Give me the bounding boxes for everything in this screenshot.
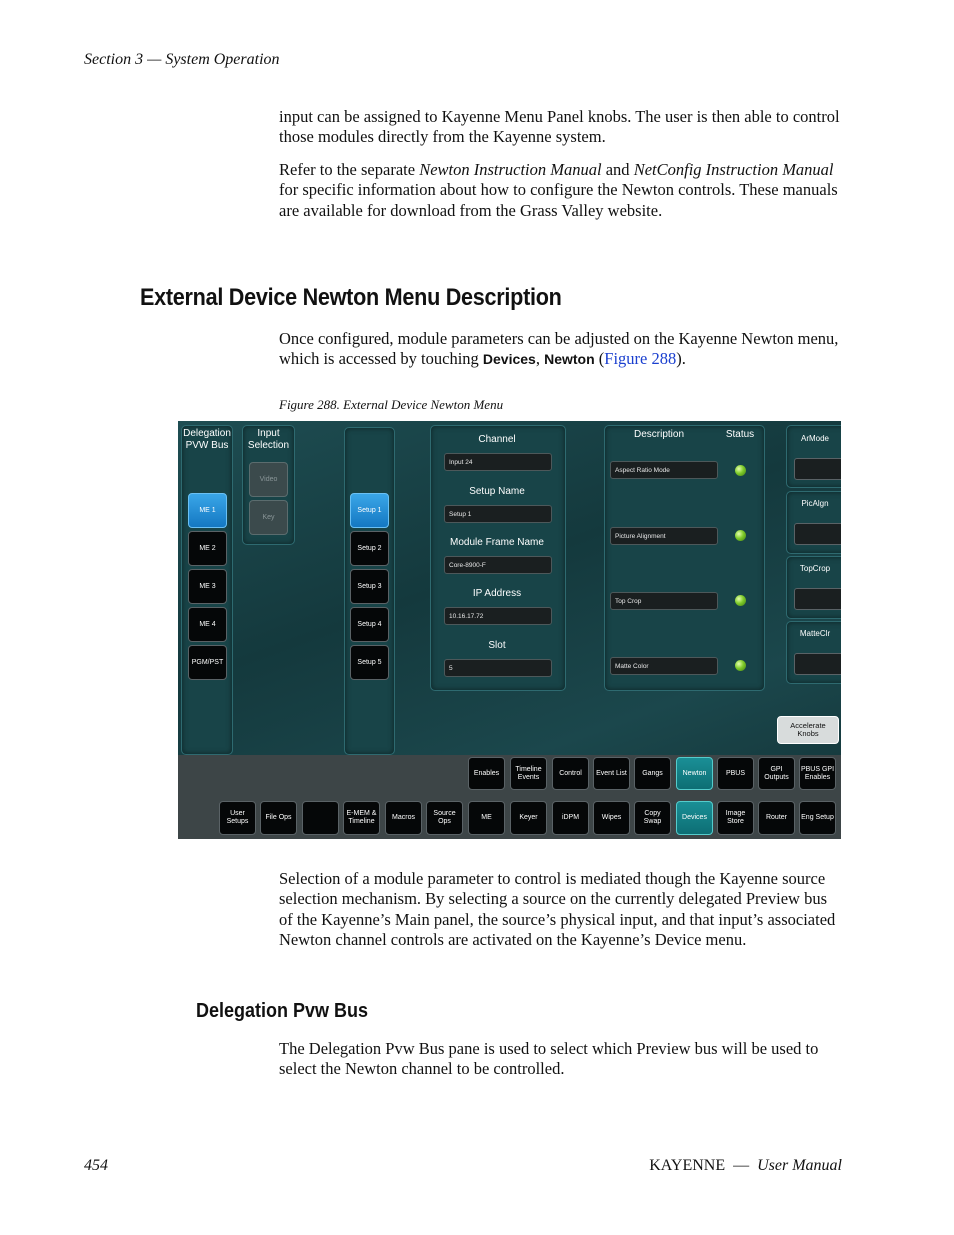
- section-paragraph: Once configured, module parameters can be adjusted on the Kayenne Newton menu, which is accessed by touching Devices, Newton (Figure 288).: [279, 329, 839, 369]
- knob-picalgn-value: [794, 523, 841, 545]
- input-selection-title-1: Input: [257, 428, 280, 439]
- status-led-icon: [735, 530, 746, 541]
- delegation-title-1: Delegation: [183, 428, 231, 439]
- slot-field: 5: [444, 659, 552, 677]
- delegation-title-2: PVW Bus: [185, 440, 229, 451]
- gangs-tab[interactable]: Gangs: [634, 757, 671, 790]
- key-button[interactable]: Key: [249, 500, 288, 535]
- intro-paragraph-2: Refer to the separate Newton Instruction Manual and NetConfig Instruction Manual for specific information about how to configure the Newton controls. These manuals are available for download from the Grass Valley website.: [279, 160, 838, 220]
- emem-timeline-button[interactable]: E-MEM & Timeline: [343, 801, 380, 835]
- figure-caption: Figure 288. External Device Newton Menu: [279, 397, 504, 412]
- setup-3-button[interactable]: Setup 3: [350, 569, 389, 604]
- file-ops-button[interactable]: File Ops: [260, 801, 297, 835]
- param-picture-alignment[interactable]: Picture Alignment: [610, 527, 718, 545]
- me-button[interactable]: ME: [468, 801, 505, 835]
- netconfig-manual-title: NetConfig Instruction Manual: [633, 160, 834, 179]
- page-number: 454: [84, 1157, 108, 1174]
- image-store-button[interactable]: Image Store: [717, 801, 754, 835]
- me1-button[interactable]: ME 1: [188, 493, 227, 528]
- blank-button[interactable]: [302, 801, 339, 835]
- newton-keyword: Newton: [544, 351, 595, 368]
- wipes-button[interactable]: Wipes: [593, 801, 630, 835]
- param-top-crop[interactable]: Top Crop: [610, 592, 718, 610]
- timeline-events-tab[interactable]: Timeline Events: [510, 757, 547, 790]
- me3-button[interactable]: ME 3: [188, 569, 227, 604]
- gpi-outputs-tab[interactable]: GPI Outputs: [758, 757, 795, 790]
- event-list-tab[interactable]: Event List: [593, 757, 630, 790]
- pgm-pst-button[interactable]: PGM/PST: [188, 645, 227, 680]
- figure-link[interactable]: Figure 288: [604, 349, 677, 369]
- setup-2-button[interactable]: Setup 2: [350, 531, 389, 566]
- setup-name-label: Setup Name: [469, 486, 525, 497]
- source-ops-button[interactable]: Source Ops: [426, 801, 463, 835]
- knob-topcrop-value: [794, 588, 841, 610]
- module-frame-name-field: Core-8900-F: [444, 556, 552, 574]
- subsection-heading: Delegation Pvw Bus: [196, 1000, 369, 1022]
- knob-matteclr-value: [794, 653, 841, 675]
- setup-1-button[interactable]: Setup 1: [350, 493, 389, 528]
- knob-matteclr-label: MatteClr: [799, 629, 831, 638]
- me4-button[interactable]: ME 4: [188, 607, 227, 642]
- description-header: Description: [633, 429, 685, 440]
- accelerate-knobs-button[interactable]: Accelerate Knobs: [777, 716, 839, 744]
- devices-button[interactable]: Devices: [676, 801, 713, 835]
- running-header: Section 3 — System Operation: [84, 51, 280, 68]
- param-aspect-ratio-mode[interactable]: Aspect Ratio Mode: [610, 461, 718, 479]
- video-button[interactable]: Video: [249, 462, 288, 497]
- router-button[interactable]: Router: [758, 801, 795, 835]
- intro-paragraph-1: input can be assigned to Kayenne Menu Panel knobs. The user is then able to control those modules directly from the Kayenne system.: [279, 107, 840, 147]
- knob-armode-label: ArMode: [800, 434, 829, 443]
- copy-swap-button[interactable]: Copy Swap: [634, 801, 671, 835]
- devices-keyword: Devices: [482, 351, 536, 368]
- body-paragraph: Selection of a module parameter to control is mediated though the Kayenne source selection mechanism. By selecting a source on the currently delegated Preview bus of the Kayenne’s Main panel, the source’s physical input, and that input’s associated Newton channel controls are activated on the Kayenne’s Device menu.: [279, 869, 836, 950]
- status-led-icon: [735, 660, 746, 671]
- channel-field: Input 24: [444, 453, 552, 471]
- param-matte-color[interactable]: Matte Color: [610, 657, 718, 675]
- knob-topcrop-label: TopCrop: [799, 564, 831, 573]
- slot-label: Slot: [488, 640, 506, 651]
- setup-4-button[interactable]: Setup 4: [350, 607, 389, 642]
- ip-address-label: IP Address: [472, 588, 522, 599]
- channel-label: Channel: [478, 434, 516, 445]
- pbus-gpi-enables-tab[interactable]: PBUS GPI Enables: [799, 757, 836, 790]
- input-selection-title-2: Selection: [247, 440, 290, 451]
- status-led-icon: [735, 465, 746, 476]
- module-frame-name-label: Module Frame Name: [450, 537, 544, 548]
- control-tab[interactable]: Control: [552, 757, 589, 790]
- knob-armode-value: [794, 458, 841, 480]
- running-footer: KAYENNE — User Manual: [649, 1157, 842, 1174]
- pbus-tab[interactable]: PBUS: [717, 757, 754, 790]
- subsection-paragraph: The Delegation Pvw Bus pane is used to select which Preview bus will be used to select the Newton channel to be controlled.: [279, 1039, 819, 1079]
- macros-button[interactable]: Macros: [385, 801, 422, 835]
- newton-tab[interactable]: Newton: [676, 757, 713, 790]
- newton-menu-screenshot: [178, 421, 841, 839]
- newton-manual-title: Newton Instruction Manual: [419, 160, 602, 179]
- idpm-button[interactable]: iDPM: [552, 801, 589, 835]
- status-header: Status: [725, 429, 755, 440]
- knob-picalgn-label: PicAlgn: [801, 499, 829, 508]
- setup-name-field: Setup 1: [444, 505, 552, 523]
- ip-address-field: 10.16.17.72: [444, 607, 552, 625]
- status-led-icon: [735, 595, 746, 606]
- keyer-button[interactable]: Keyer: [510, 801, 547, 835]
- enables-tab[interactable]: Enables: [468, 757, 505, 790]
- eng-setup-button[interactable]: Eng Setup: [799, 801, 836, 835]
- section-heading: External Device Newton Menu Description: [140, 284, 562, 311]
- setup-5-button[interactable]: Setup 5: [350, 645, 389, 680]
- user-setups-button[interactable]: User Setups: [219, 801, 256, 835]
- me2-button[interactable]: ME 2: [188, 531, 227, 566]
